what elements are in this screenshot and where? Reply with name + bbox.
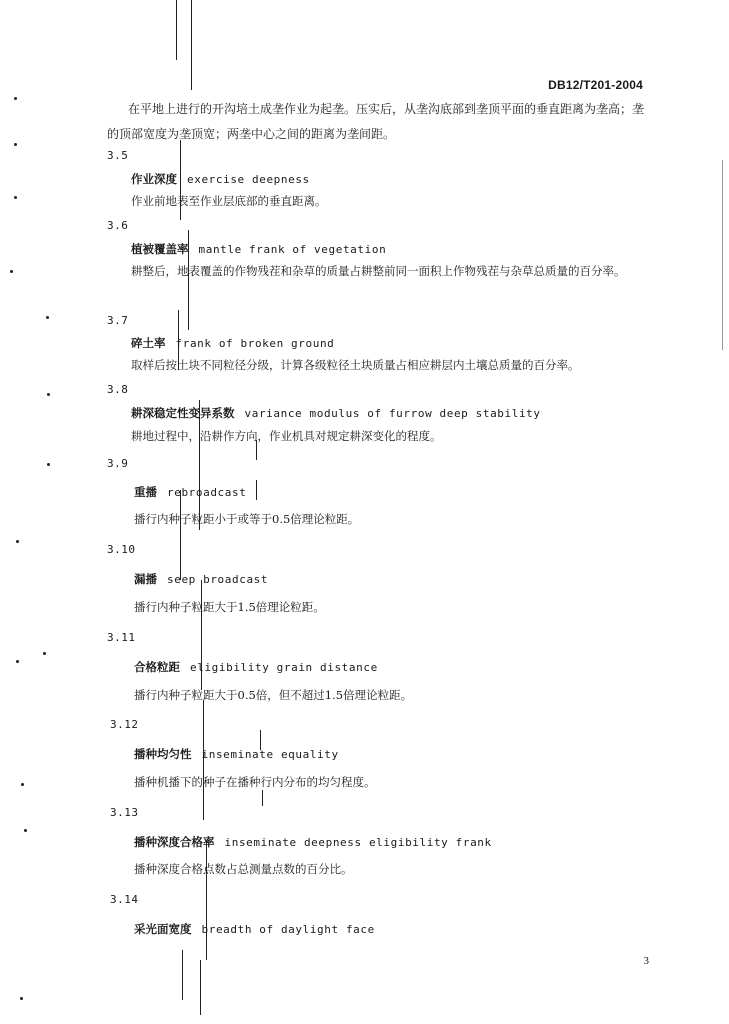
- scan-line: [176, 0, 177, 60]
- term-en: mantle frank of vegetation: [198, 243, 387, 256]
- term-heading: [134, 571, 268, 587]
- term-heading: [134, 834, 492, 850]
- scan-speck: [14, 196, 17, 199]
- term-en: inseminate deepness eligibility frank: [224, 836, 492, 849]
- intro-paragraph: 在平地上进行的开沟培土成垄作业为起垄。压实后，从垄沟底部到垄顶平面的垂直距离为垄高；垄的顶部宽度为垄顶宽；两垄中心之间的距离为垄间距。: [107, 102, 645, 141]
- term-zh: 耕深稳定性变异系数: [131, 406, 235, 420]
- term-en: eligibility grain distance: [190, 661, 378, 674]
- term-zh: 播种均匀性: [134, 747, 192, 761]
- term-heading: [131, 171, 310, 187]
- clause-number: 3.14: [110, 893, 139, 906]
- term-heading: [134, 746, 339, 762]
- term-en: breadth of daylight face: [201, 923, 375, 936]
- scan-speck: [47, 393, 50, 396]
- clause-number: 3.12: [110, 718, 139, 731]
- term-zh: 重播: [134, 485, 157, 499]
- scan-speck: [20, 997, 23, 1000]
- term-definition: 播行内种子粒距大于0.5倍，但不超过1.5倍理论粒距。: [134, 688, 413, 702]
- scan-speck: [47, 463, 50, 466]
- scan-speck: [46, 316, 49, 319]
- clause-number: 3.11: [107, 631, 136, 644]
- term-zh: 播种深度合格率: [134, 835, 215, 849]
- scan-speck: [14, 97, 17, 100]
- scan-speck: [21, 783, 24, 786]
- clause-number: 3.7: [107, 314, 129, 327]
- scan-speck: [43, 652, 46, 655]
- term-zh: 合格粒距: [134, 660, 180, 674]
- scan-line: [722, 160, 723, 350]
- term-heading: [134, 921, 375, 937]
- clause-number: 3.10: [107, 543, 136, 556]
- scan-line: [200, 960, 201, 1015]
- term-en: frank of broken ground: [175, 337, 335, 350]
- term-heading: [131, 405, 541, 421]
- clause-number: 3.13: [110, 806, 139, 819]
- term-heading: [131, 241, 386, 257]
- term-heading: [134, 484, 246, 500]
- term-en: variance modulus of furrow deep stability: [244, 407, 541, 420]
- term-zh: 采光面宽度: [134, 922, 192, 936]
- scan-speck: [14, 143, 17, 146]
- scan-line: [191, 0, 192, 90]
- page-number: 3: [643, 955, 649, 967]
- scan-speck: [10, 270, 13, 273]
- term-definition: 取样后按土块不同粒径分级，计算各级粒径土块质量占相应耕层内土壤总质量的百分率。: [131, 358, 580, 372]
- term-definition: 播种深度合格点数占总测量点数的百分比。: [134, 862, 353, 876]
- term-en: inseminate equality: [201, 748, 339, 761]
- clause-number: 3.5: [107, 149, 129, 162]
- term-definition: 播行内种子粒距大于1.5倍理论粒距。: [134, 600, 325, 614]
- term-en: rebroadcast: [167, 486, 247, 499]
- clause-number: 3.8: [107, 383, 129, 396]
- term-zh: 漏播: [134, 572, 157, 586]
- term-zh: 作业深度: [131, 172, 177, 186]
- scan-speck: [16, 660, 19, 663]
- term-zh: 植被覆盖率: [131, 242, 189, 256]
- scan-line: [256, 480, 257, 500]
- term-en: exercise deepness: [187, 173, 310, 186]
- clause-number: 3.9: [107, 457, 129, 470]
- term-definition: 播种机播下的种子在播种行内分布的均匀程度。: [134, 775, 376, 789]
- term-heading: [131, 335, 334, 351]
- term-zh: 碎土率: [131, 336, 166, 350]
- scan-line: [182, 950, 183, 1000]
- scan-line: [180, 490, 181, 580]
- document-code: DB12/T201-2004: [548, 78, 643, 92]
- term-en: seep broadcast: [167, 573, 269, 586]
- term-definition: 耕地过程中，沿耕作方向，作业机具对规定耕深变化的程度。: [131, 429, 442, 443]
- scan-speck: [16, 540, 19, 543]
- term-definition: 播行内种子粒距小于或等于0.5倍理论粒距。: [134, 512, 360, 526]
- term-definition: 耕整后，地表覆盖的作物残茬和杂草的质量占耕整前同一面积上作物残茬与杂草总质量的百分率。: [131, 264, 626, 278]
- scan-speck: [24, 829, 27, 832]
- clause-number: 3.6: [107, 219, 129, 232]
- term-definition: 作业前地表至作业层底部的垂直距离。: [131, 194, 327, 208]
- term-heading: [134, 659, 378, 675]
